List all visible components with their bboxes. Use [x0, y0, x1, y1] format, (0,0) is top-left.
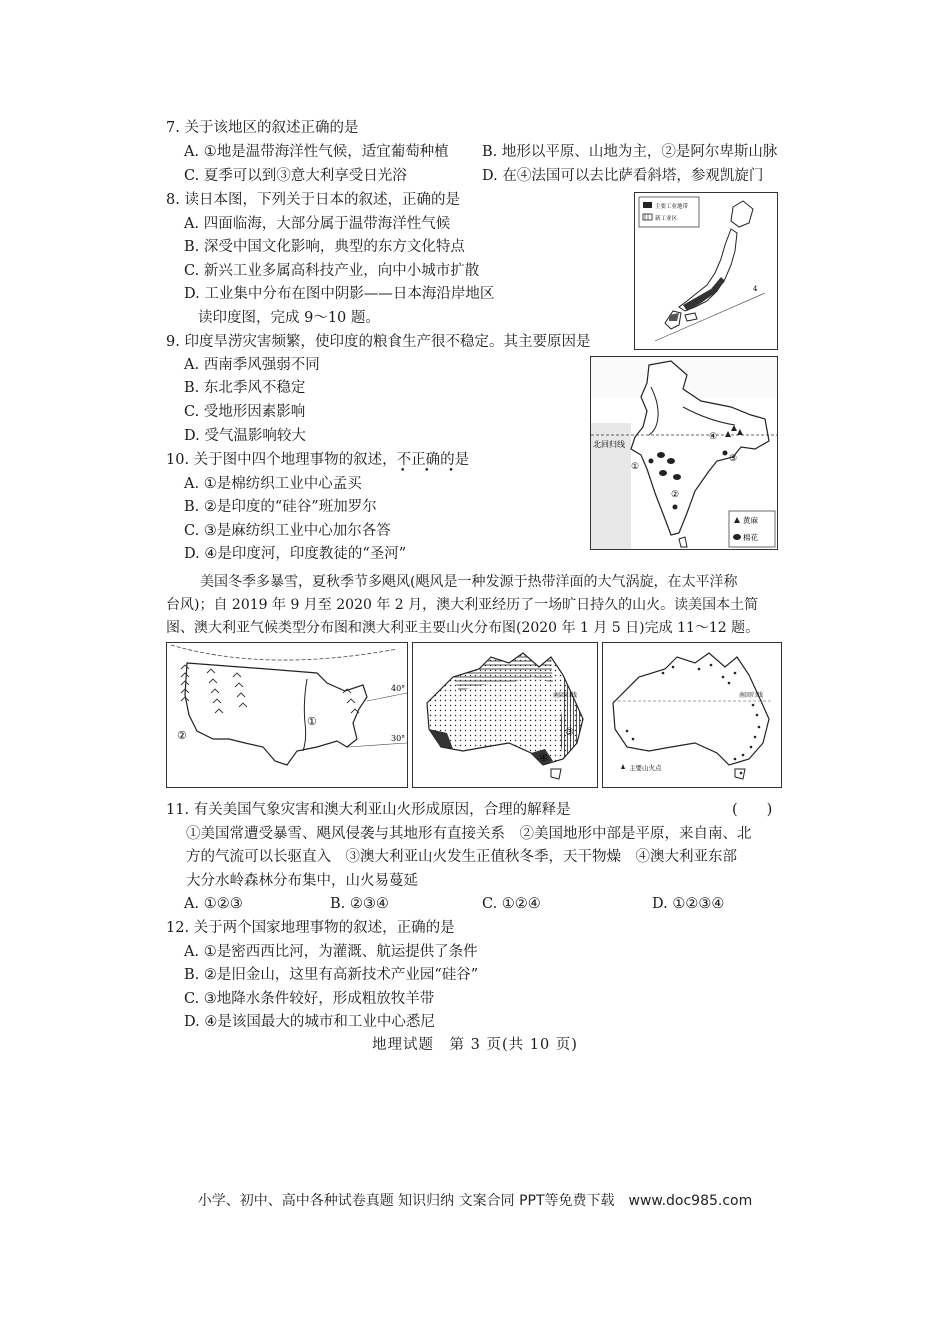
india-label-4: ④ [709, 432, 718, 442]
aus-climate-label-4: ④ [539, 753, 548, 764]
q12-option-a: A. ①是密西西比河，为灌溉、航运提供了条件 [184, 944, 478, 960]
q12-option-d: D. ④是该国最大的城市和工业中心悉尼 [184, 1014, 435, 1030]
usa-label-2: ② [177, 729, 187, 742]
q11-option-d: D. ①②③④ [652, 896, 725, 912]
usa-map [166, 642, 408, 788]
india-label-1: ① [631, 462, 640, 472]
q11-statement-3: 大分水岭森林分布集中，山火易蔓延 [186, 873, 418, 889]
india-label-2: ② [671, 490, 680, 500]
q11-answer-parens: ( ) [732, 802, 773, 818]
aus-climate-label-3: ③ [565, 727, 574, 738]
q11-option-c: C. ①②④ [482, 896, 541, 912]
usa-map-graphic [167, 643, 407, 787]
q10-option-c: C. ③是麻纺织工业中心加尔各答 [184, 523, 391, 539]
q7-option-d: D. 在④法国可以去比萨看斜塔，参观凯旋门 [482, 168, 764, 184]
japan-legend-industrial: 主要工业地带 [655, 204, 689, 210]
q7-option-a: A. ①地是温带海洋性气候，适宜葡萄种植 [184, 144, 449, 160]
q8-option-b: B. 深受中国文化影响，典型的东方文化特点 [184, 239, 465, 255]
q7-stem: 7. 关于该地区的叙述正确的是 [166, 120, 359, 136]
q11-option-b: B. ②③④ [330, 896, 389, 912]
q10-option-d: D. ④是印度河，印度教徒的“圣河” [184, 546, 407, 562]
aus-fire-tropic: 南回归线 [739, 692, 764, 699]
australia-fire-map [602, 642, 782, 788]
india-map [590, 356, 778, 550]
india-legend-jute: 黄麻 [743, 516, 758, 525]
q9-option-c: C. 受地形因素影响 [184, 404, 306, 420]
japan-map-graphic [635, 193, 777, 349]
page-footer: 地理试题 第 3 页(共 10 页) [372, 1037, 578, 1053]
japan-legend-new-industrial: 新工业区 [655, 216, 678, 222]
q10-option-b: B. ②是印度的“硅谷”班加罗尔 [184, 499, 377, 515]
bottom-watermark-text: 小学、初中、高中各种试卷真题 知识归纳 文案合同 PPT等免费下载 www.doc985.com [197, 1193, 753, 1209]
q8-option-a: A. 四面临海，大部分属于温带海洋性气候 [184, 216, 451, 232]
q8-stem: 8. 读日本图，下列关于日本的叙述，正确的是 [166, 192, 460, 208]
australia-climate-graphic [413, 643, 597, 787]
q7-option-b: B. 地形以平原、山地为主，②是阿尔卑斯山脉 [482, 144, 778, 160]
usa-lat-40: 40° [391, 684, 406, 693]
q10-option-a: A. ①是棉纺织工业中心孟买 [184, 476, 362, 492]
australia-climate-map [412, 642, 598, 788]
usa-lat-30: 30° [391, 734, 406, 743]
q12-stem: 12. 关于两个国家地理事物的叙述，正确的是 [166, 920, 455, 936]
q9-option-d: D. 受气温影响较大 [184, 428, 306, 444]
q8-option-d: D. 工业集中分布在图中阴影——日本海沿岸地区 [184, 286, 495, 302]
passage-line-2: 台风)；自 2019 年 9 月至 2020 年 2 月，澳大利亚经历了一场旷日持久的山火。读美国本土简 [166, 597, 759, 613]
q10-stem: 10. 关于图中四个地理事物的叙述，不正确的是 [166, 452, 470, 468]
q9-option-a: A. 西南季风强弱不同 [184, 357, 320, 373]
australia-fire-graphic [603, 643, 781, 787]
q11-statement-1: ①美国常遭受暴雪、飓风侵袭与其地形有直接关系 ②美国地形中部是平原，来自南、北 [186, 826, 752, 842]
intro-9-10: 读印度图，完成 9～10 题。 [198, 310, 380, 326]
q12-option-c: C. ③地降水条件较好，形成粗放牧羊带 [184, 991, 435, 1007]
india-legend-cotton: 棉花 [743, 533, 758, 542]
q11-statement-2: 方的气流可以长驱直入 ③澳大利亚山火发生正值秋冬季，天干物燥 ④澳大利亚东部 [186, 849, 737, 865]
q8-option-c: C. 新兴工业多属高科技产业，向中小城市扩散 [184, 263, 480, 279]
india-label-3: ③ [729, 454, 738, 464]
q7-option-c: C. 夏季可以到③意大利享受日光浴 [184, 168, 407, 184]
q9-stem: 9. 印度旱涝灾害频繁，使印度的粮食生产很不稳定。其主要原因是 [166, 334, 591, 350]
q12-option-b: B. ②是旧金山，这里有高新技术产业园“硅谷” [184, 967, 479, 983]
passage-line-1: 美国冬季多暴雪，夏秋季节多飓风(飓风是一种发源于热带洋面的大气涡旋，在太平洋称 [200, 574, 738, 590]
aus-climate-tropic: 南回归线 [553, 692, 578, 699]
aus-fire-legend: 主要山火点 [629, 764, 662, 772]
india-map-graphic [591, 357, 777, 549]
japan-map-mark: 4 [753, 285, 758, 293]
usa-label-1: ① [307, 715, 317, 728]
q11-stem: 11. 有关美国气象灾害和澳大利亚山火形成原因，合理的解释是 [166, 802, 571, 818]
q11-option-a: A. ①②③ [184, 896, 243, 912]
q9-option-b: B. 东北季风不稳定 [184, 380, 306, 396]
india-tropic-label: 北回归线 [593, 440, 625, 449]
japan-map [634, 192, 778, 350]
passage-line-3: 图、澳大利亚气候类型分布图和澳大利亚主要山火分布图(2020 年 1 月 5 日)完成 11～12 题。 [166, 620, 760, 636]
q10-emphasis-dots: • • • [400, 466, 462, 476]
